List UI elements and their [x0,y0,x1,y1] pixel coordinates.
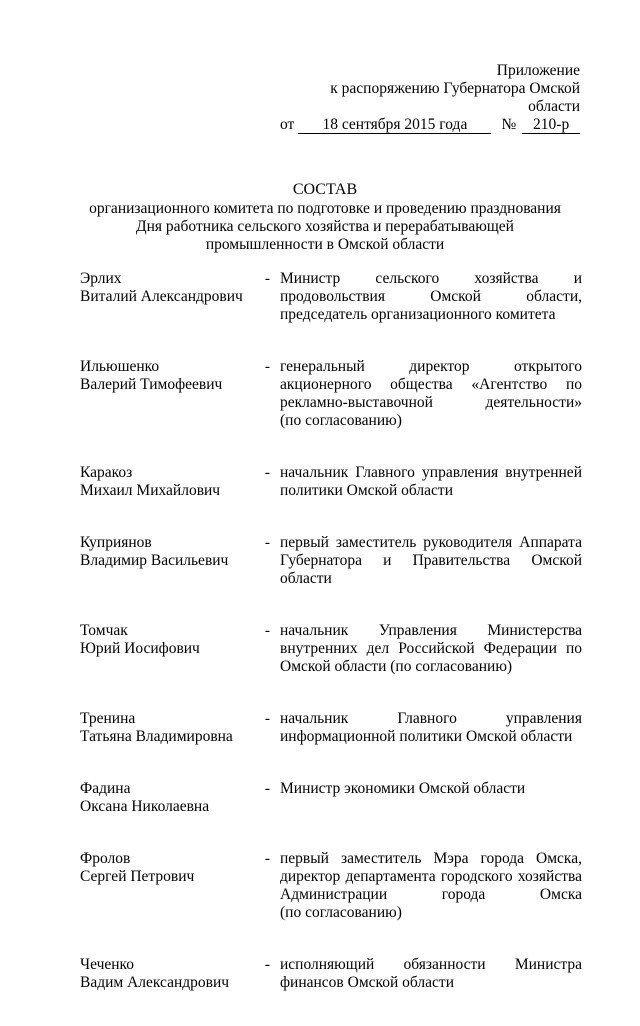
committee-member [80,534,582,588]
member-position [280,270,582,324]
member-position-line: Губернатора и Правительства Омской области [280,552,582,587]
member-position-line: внутренних дел Российской Федерации по [280,640,582,657]
appendix-date-line [280,116,580,134]
member-position [280,622,582,676]
member-dash: - [264,534,271,551]
member-name [80,622,255,676]
document-subtitle-line: промышленности в Омской области [205,236,445,253]
document-title: СОСТАВ [292,181,358,198]
member-surname: Куприянов [80,534,152,551]
document-subtitle-line: Дня работника сельского хозяйства и перерабатывающей [136,218,514,235]
member-position-line: директор департамента городского хозяйства [280,868,582,885]
member-given-names: Валерий Тимофеевич [80,376,223,393]
member-position-line: начальник Главного управления внутренней [280,464,582,481]
member-position-line: (по согласованию) [280,904,402,921]
member-position-line: Министр сельского хозяйства и [280,270,582,287]
member-position-line: первый заместитель Мэра города Омска, [280,850,582,867]
member-position [280,956,582,992]
member-dash: - [264,464,271,481]
member-given-names: Вадим Александрович [80,974,230,991]
member-position [280,780,582,816]
committee-member [80,464,582,500]
member-position-line: Администрации города Омска [280,886,582,903]
committee-member [80,850,582,922]
document-title-block [70,181,580,254]
committee-member [80,270,582,324]
member-dash: - [264,956,271,973]
member-position [280,710,582,746]
member-given-names: Юрий Иосифович [80,640,200,657]
member-position [280,850,582,922]
member-position-line: начальник Главного управления [280,710,582,727]
member-surname: Тренина [80,710,136,727]
member-name [80,710,255,746]
member-given-names: Оксана Николаевна [80,798,210,815]
member-position-line: (по согласованию) [280,412,402,429]
member-position [280,534,582,588]
committee-member [80,956,582,992]
order-date: 18 сентября 2015 года [298,117,491,134]
member-given-names: Михаил Михайлович [80,482,221,499]
member-dash: - [264,710,271,727]
member-surname: Ильюшенко [80,358,160,375]
appendix-header [280,62,580,134]
member-surname: Эрлих [80,270,122,287]
member-name [80,850,255,922]
member-position [280,358,582,430]
member-name [80,464,255,500]
member-name [80,534,255,588]
committee-member [80,622,582,676]
member-dash: - [264,850,271,867]
member-position-line: продовольствия Омской области, [280,288,582,305]
member-given-names: Виталий Александрович [80,288,243,305]
member-position-line: информационной политики Омской области [280,728,573,745]
document-subtitle-line: организационного комитета по подготовке и проведению празднования [89,200,561,217]
member-surname: Фролов [80,850,131,867]
member-surname: Фадина [80,780,131,797]
appendix-reference: к распоряжению Губернатора Омской области [330,80,580,115]
member-name [80,270,255,324]
member-position-line: генеральный директор открытого [280,358,582,375]
member-position-line: председатель организационного комитета [280,306,556,323]
member-dash: - [264,270,271,287]
member-name [80,358,255,430]
member-name [80,780,255,816]
member-surname: Каракоз [80,464,133,481]
member-surname: Чеченко [80,956,135,973]
committee-member [80,710,582,746]
member-position-line: первый заместитель руководителя Аппарата [280,534,582,551]
member-given-names: Владимир Васильевич [80,552,229,569]
member-position-line: начальник Управления Министерства [280,622,582,639]
committee-members-list [80,270,582,1026]
member-position-line: рекламно-выставочной деятельности» [280,394,582,411]
from-label: от [280,116,295,133]
member-dash: - [264,622,271,639]
member-given-names: Сергей Петрович [80,868,195,885]
member-position-line: акционерного общества «Агентство по [280,376,582,393]
appendix-label: Приложение [496,62,580,79]
member-dash: - [264,358,271,375]
committee-member [80,780,582,816]
member-position-line: политики Омской области [280,482,453,499]
member-position [280,464,582,500]
member-given-names: Татьяна Владимировна [80,728,233,745]
member-name [80,956,255,992]
member-position-line: финансов Омской области [280,974,454,991]
order-number: 210-р [522,117,580,134]
member-surname: Томчак [80,622,128,639]
member-position-line: Омской области (по согласованию) [280,658,513,675]
number-label: № [501,116,517,133]
committee-member [80,358,582,430]
member-position-line: Министр экономики Омской области [280,780,526,797]
member-dash: - [264,780,271,797]
member-position-line: исполняющий обязанности Министра [280,956,582,973]
